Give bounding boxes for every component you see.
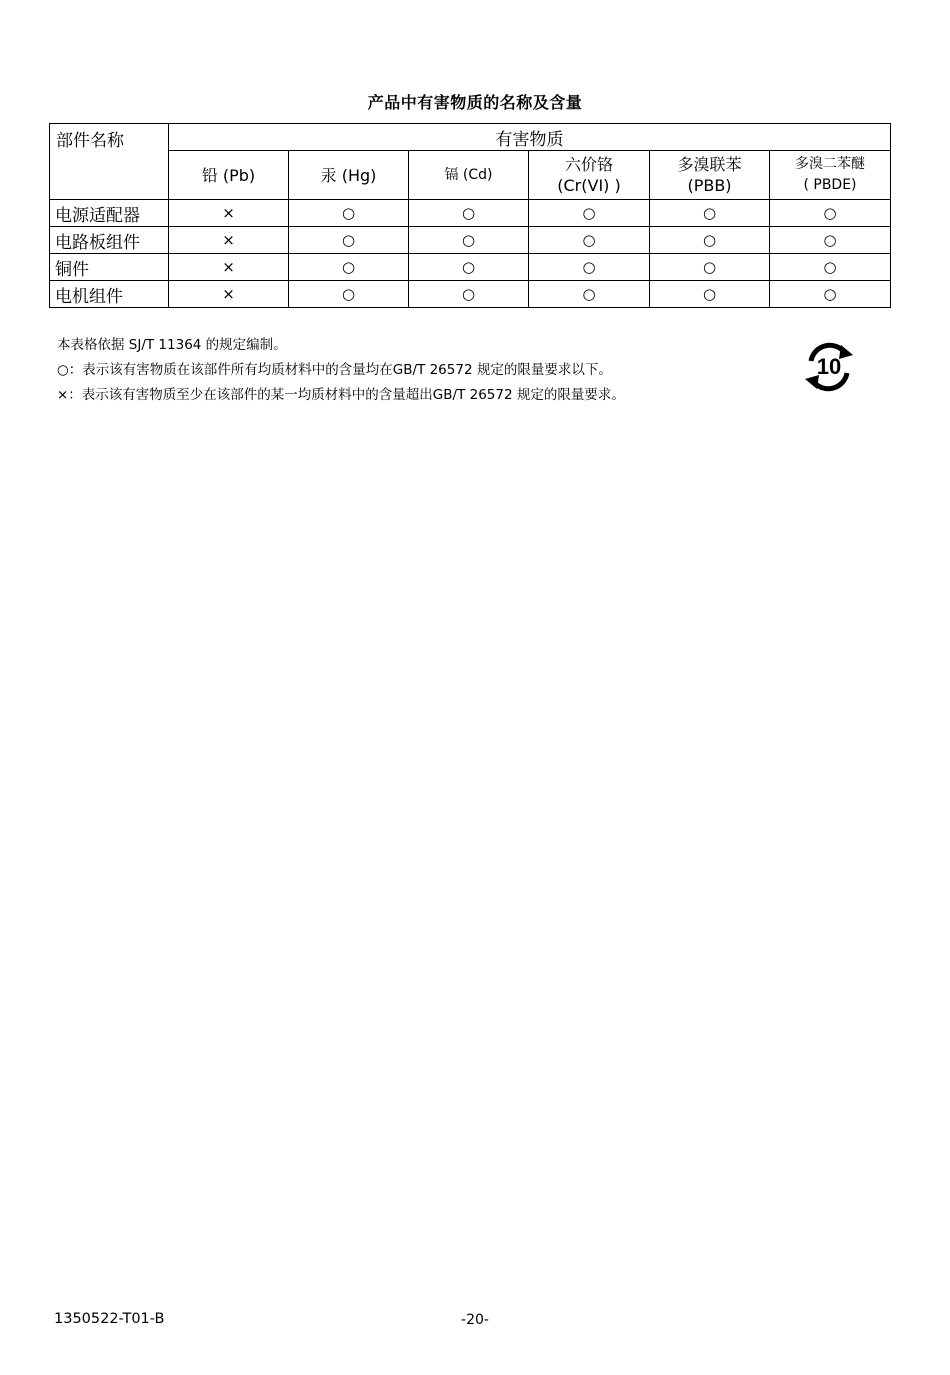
mark-cell: ○ [529, 254, 650, 281]
substance-header-row [50, 151, 891, 200]
substance-line2: (Cr(VI) ) [557, 176, 621, 195]
mark-cell: ○ [770, 200, 891, 227]
page-title: 产品中有害物质的名称及含量 [367, 93, 583, 112]
mark-cell: ○ [650, 254, 770, 281]
page-number: -20- [461, 1312, 489, 1328]
substance-line1: 镉 (Cd) [444, 166, 493, 183]
mark-cell: ○ [650, 200, 770, 227]
mark-cell: ○ [529, 200, 650, 227]
substance-header [529, 151, 650, 200]
substance-header [289, 151, 409, 200]
logo-text: 10 [816, 354, 842, 379]
substances-group-header: 有害物质 [169, 124, 891, 151]
part-name: 电机组件 [50, 281, 169, 308]
mark-cell: ○ [409, 281, 529, 308]
part-name: 电源适配器 [50, 200, 169, 227]
table-row [50, 200, 891, 227]
substance-line1: 六价铬 [564, 155, 613, 174]
substance-header [650, 151, 770, 200]
mark-cell: × [169, 227, 289, 254]
substance-header [770, 151, 891, 200]
substance-line1: 多溴二苯醚 [795, 156, 865, 172]
mark-cell: ○ [770, 227, 891, 254]
mark-cell: × [169, 254, 289, 281]
mark-cell: ○ [289, 200, 409, 227]
substance-header [409, 151, 529, 200]
mark-cell: ○ [409, 227, 529, 254]
note-standard: 本表格依据 SJ/T 11364 的规定编制。 [57, 337, 287, 353]
mark-cell: ○ [770, 254, 891, 281]
notes [57, 333, 625, 408]
mark-cell: ○ [650, 281, 770, 308]
mark-cell: ○ [529, 281, 650, 308]
mark-cell: × [169, 281, 289, 308]
hazardous-substance-table [49, 123, 891, 308]
mark-cell: × [169, 200, 289, 227]
part-name: 电路板组件 [50, 227, 169, 254]
mark-cell: ○ [650, 227, 770, 254]
document-code: 1350522-T01-B [54, 1311, 165, 1327]
substance-header [169, 151, 289, 200]
substance-line2: (PBB) [687, 176, 732, 195]
mark-cell: ○ [529, 227, 650, 254]
efup-10-icon [801, 339, 857, 395]
note-circle: ○：表示该有害物质在该部件所有均质材料中的含量均在GB/T 26572 规定的限量要求以下。 [57, 362, 612, 378]
table-row [50, 254, 891, 281]
mark-cell: ○ [409, 254, 529, 281]
substance-line2: ( PBDE) [803, 177, 857, 193]
part-name-header: 部件名称 [50, 124, 169, 200]
substance-line1: 汞 (Hg) [320, 165, 377, 185]
note-cross: ×：表示该有害物质至少在该部件的某一均质材料中的含量超出GB/T 26572 规定的限量要求。 [57, 387, 625, 403]
mark-cell: ○ [289, 227, 409, 254]
substance-line1: 铅 (Pb) [201, 165, 256, 185]
mark-cell: ○ [770, 281, 891, 308]
substance-line1: 多溴联苯 [677, 155, 742, 174]
mark-cell: ○ [289, 254, 409, 281]
mark-cell: ○ [289, 281, 409, 308]
part-name: 铜件 [50, 254, 169, 281]
table-row [50, 281, 891, 308]
mark-cell: ○ [409, 200, 529, 227]
table-row [50, 227, 891, 254]
